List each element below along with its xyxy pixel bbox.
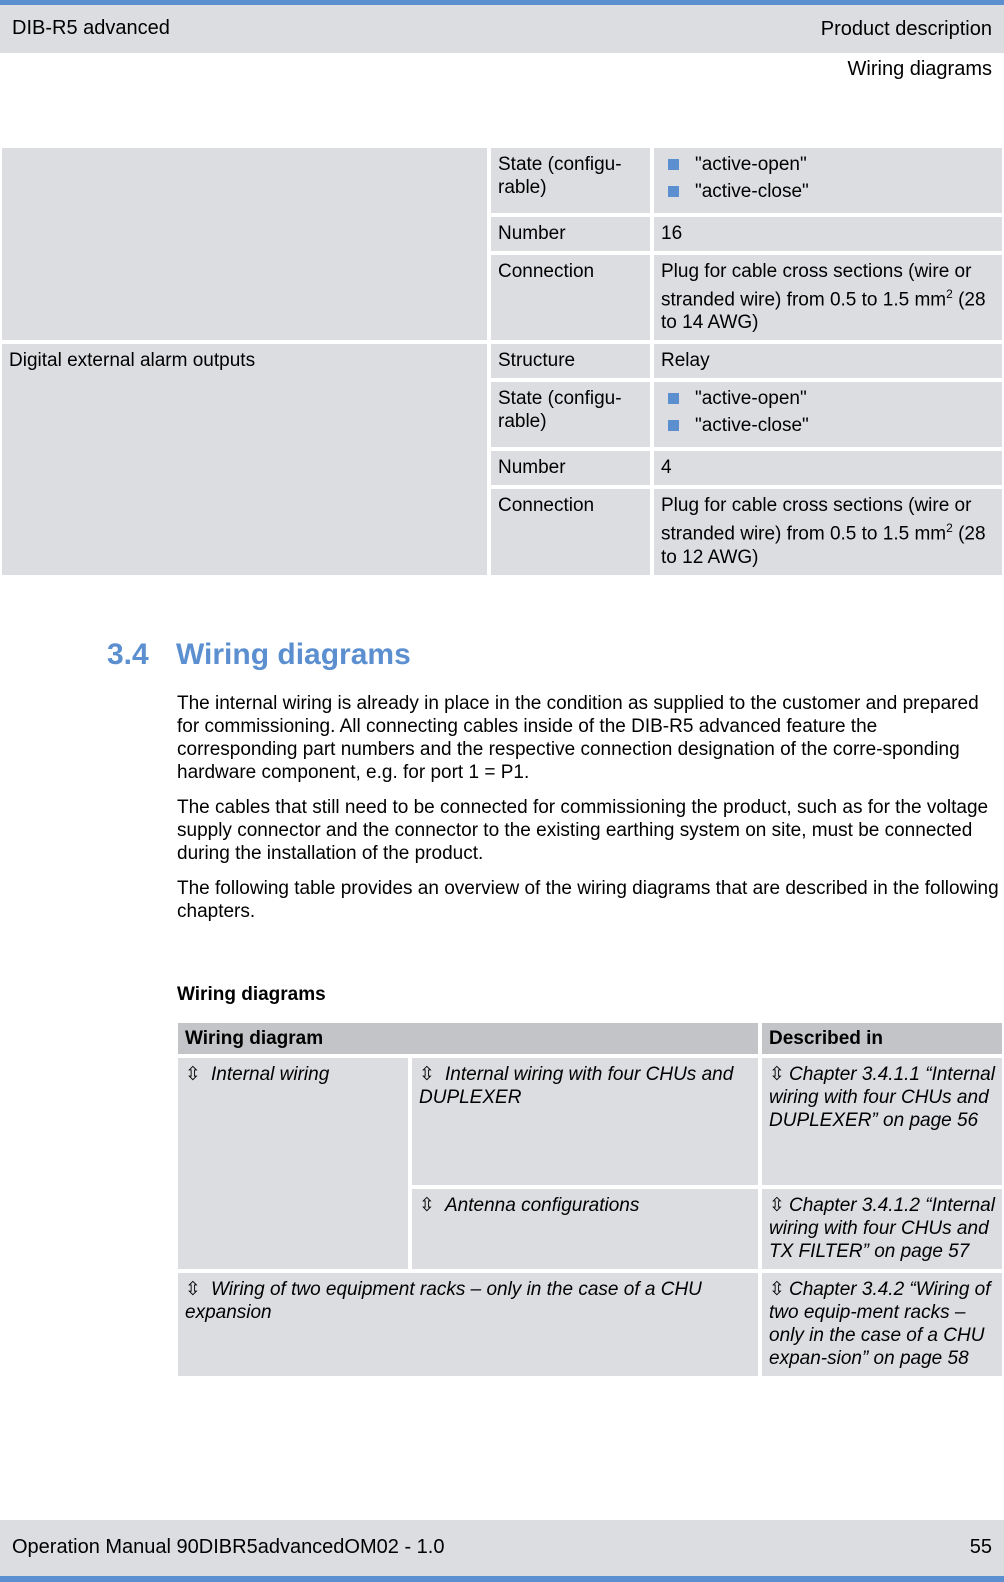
- property-value: Plug for cable cross sections (wire or stranded wire) from 0.5 to 1.5 $mm^2$ (28 to 12 AWG): [652, 487, 1004, 576]
- list-item: "active-open": [661, 387, 995, 410]
- cross-reference-arrow-icon: ⇳: [419, 1064, 435, 1085]
- cross-reference-arrow-icon: ⇳: [769, 1279, 785, 1300]
- cross-reference-arrow-icon: ⇳: [769, 1195, 785, 1216]
- wiring-diagrams-table: [176, 1021, 1004, 1378]
- property-value: 4: [652, 449, 1004, 487]
- page-header: [0, 5, 1004, 53]
- list-item: "active-close": [661, 180, 995, 203]
- property-value: Plug for cable cross sections (wire or stranded wire) from 0.5 to 1.5 $mm^2$ (28 to 14 AWG): [652, 253, 1004, 342]
- cross-reference-arrow-icon: ⇳: [185, 1279, 201, 1300]
- document-title: DIB-R5 advanced: [12, 17, 170, 39]
- cross-reference-arrow-icon: ⇳: [769, 1064, 785, 1085]
- chapter-reference-link[interactable]: ⇳ Chapter 3.4.1.1 “Internal wiring with four CHUs and DUPLEXER” on page 56: [760, 1056, 1004, 1187]
- table-row: [176, 1271, 1004, 1378]
- property-label: Connection: [489, 487, 652, 576]
- specification-table: [0, 146, 1004, 577]
- property-label: State (configu-rable): [489, 380, 652, 449]
- cross-reference-arrow-icon: ⇳: [185, 1064, 201, 1085]
- link-internal-wiring-four-chus[interactable]: ⇳ Internal wiring with four CHUs and DUPLEXER: [410, 1056, 760, 1187]
- column-header: Wiring diagram: [176, 1021, 760, 1056]
- paragraph: The cables that still need to be connected for commissioning the product, such as for the voltage supply connector and the connector to the existing earthing system on site, must be connected during the installation of the product.: [177, 797, 989, 864]
- square-bullet-icon: [668, 420, 679, 431]
- paragraph: The following table provides an overview of the wiring diagrams that are described in the following chapters.: [177, 878, 999, 922]
- manual-identifier: Operation Manual 90DIBR5advancedOM02 - 1.0: [12, 1536, 445, 1558]
- page-footer: [0, 1520, 1004, 1576]
- list-item: "active-open": [661, 153, 995, 176]
- property-label: Number: [489, 215, 652, 253]
- property-value: [652, 380, 1004, 449]
- section-title: Wiring diagrams: [176, 638, 411, 671]
- section-running-title: Wiring diagrams: [847, 58, 992, 80]
- table-row: [0, 342, 1004, 380]
- list-item: "active-close": [661, 414, 995, 437]
- table-caption: Wiring diagrams: [177, 984, 326, 1005]
- bottom-accent-bar: [0, 1576, 1004, 1582]
- cross-reference-arrow-icon: ⇳: [419, 1195, 435, 1216]
- square-bullet-icon: [668, 393, 679, 404]
- chapter-reference-link[interactable]: ⇳ Chapter 3.4.2 “Wiring of two equip-ment racks – only in the case of a CHU expan-sion” on page 58: [760, 1271, 1004, 1378]
- square-bullet-icon: [668, 186, 679, 197]
- page-number: 55: [969, 1536, 992, 1558]
- property-label: Structure: [489, 342, 652, 380]
- paragraph: The internal wiring is already in place in the condition as supplied to the customer and prepared for commissioning. All connecting cables inside of the DIB-R5 advanced feature the corresponding part numbers and the respective connection designation of the corre-sponding hardware component, e.g. for port 1 = P1.: [177, 693, 979, 783]
- table-row: [176, 1056, 1004, 1187]
- property-value: [652, 146, 1004, 215]
- chapter-reference-link[interactable]: ⇳ Chapter 3.4.1.2 “Internal wiring with four CHUs and TX FILTER” on page 57: [760, 1187, 1004, 1271]
- group-label-cell: [0, 146, 489, 342]
- property-label: Number: [489, 449, 652, 487]
- property-label: Connection: [489, 253, 652, 342]
- property-value: 16: [652, 215, 1004, 253]
- link-internal-wiring[interactable]: ⇳ Internal wiring: [176, 1056, 410, 1271]
- chapter-title: Product description: [820, 18, 992, 40]
- property-value: Relay: [652, 342, 1004, 380]
- square-bullet-icon: [668, 159, 679, 170]
- group-label: Digital external alarm outputs: [0, 342, 489, 576]
- table-header-row: [176, 1021, 1004, 1056]
- link-antenna-configurations[interactable]: ⇳ Antenna configurations: [410, 1187, 760, 1271]
- table-row: [0, 146, 1004, 215]
- link-two-equipment-racks[interactable]: ⇳ Wiring of two equipment racks – only in the case of a CHU expansion: [176, 1271, 760, 1378]
- property-label: State (configu-rable): [489, 146, 652, 215]
- column-header: Described in: [760, 1021, 1004, 1056]
- section-number: 3.4: [107, 638, 149, 671]
